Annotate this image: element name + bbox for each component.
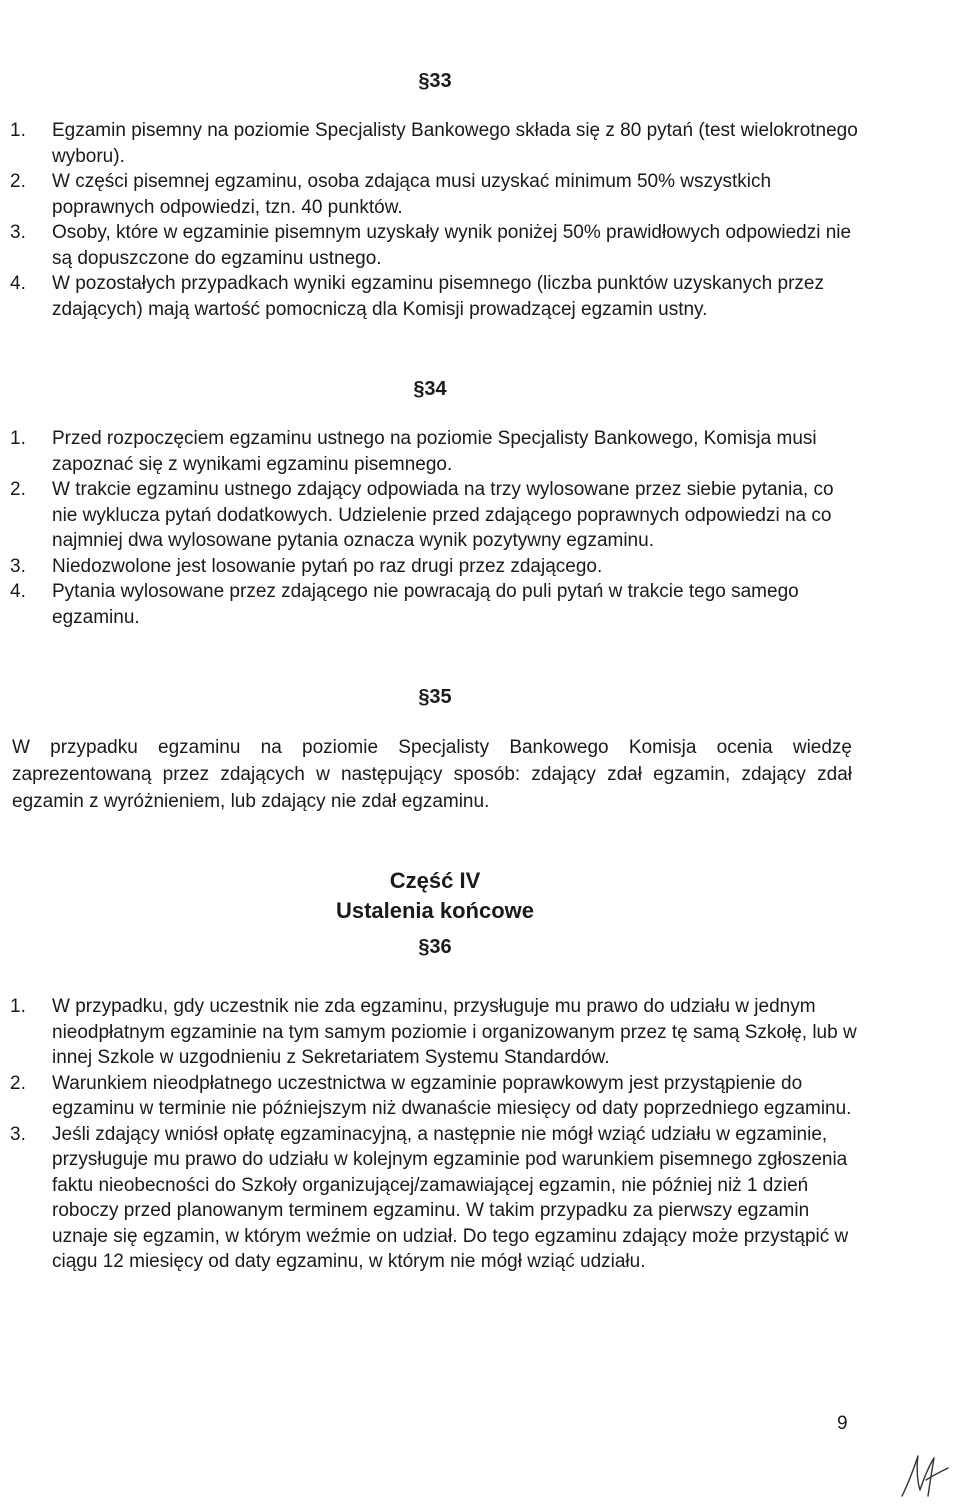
list-item: 2. Warunkiem nieodpłatnego uczestnictwa w egzaminie poprawkowym jest przystąpienie do egzaminu w terminie nie późniejszym niż dwanaście miesięcy od daty poprzedniego egzaminu. [10,1072,852,1119]
list-item: 2. W części pisemnej egzaminu, osoba zdająca musi uzyskać minimum 50% wszystkich poprawnych odpowiedzi, tzn. 40 punktów. [10,171,772,218]
list-item: 3. Niedozwolone jest losowanie pytań po raz drugi przez zdającego. [10,555,603,577]
section-heading-33: §33 [418,70,452,92]
list-item: 3. Jeśli zdający wniósł opłatę egzaminacyjną, a następnie nie mógł wziąć udziału w egzaminie, przysługuje mu prawo do udziału w kolejnym egzaminie pod warunkiem pisemnego zgłoszenia faktu nieobecności do Szkoły organizującej/zamawiającej egzamin, nie później niż 1 dzień roboczy przed planowanym terminem egzaminu. W takim przypadku za pierwszy egzamin uznaje się egzamin, w którym weźmie on udział. Do tego egzaminu zdający może przystąpić w ciągu 12 miesięcy od daty egzaminu, w którym nie mógł wziąć udziału. [10,1123,849,1272]
section-34-list [0,426,860,630]
list-item: 4. W pozostałych przypadkach wyniki egzaminu pisemnego (liczba punktów uzyskanych przez zdających) mają wartość pomocniczą dla Komisji prowadzącej egzamin ustny. [10,273,824,320]
section-heading-36: §36 [418,936,452,958]
section-35-text: W przypadku egzaminu na poziomie Specjalisty Bankowego Komisja ocenia wiedzę zaprezentowaną przez zdających w następujący sposób: zdający zdał egzamin, zdający zdał egzamin z wyróżnieniem, lub zdający nie zdał egzaminu. [12,737,852,812]
signature-icon [896,1450,952,1507]
list-item: 3. Osoby, które w egzaminie pisemnym uzyskały wynik poniżej 50% prawidłowych odpowiedzi nie są dopuszczone do egzaminu ustnego. [10,222,852,269]
list-item: 1. Egzamin pisemny na poziomie Specjalisty Bankowego składa się z 80 pytań (test wielokrotnego wyboru). [10,120,858,167]
list-item: 1. W przypadku, gdy uczestnik nie zda egzaminu, przysługuje mu prawo do udziału w jednym nieodpłatnym egzaminie na tym samym poziomie i organizowanym przez tę samą Szkołę, lub w innej Szkole w uzgodnieniu z Sekretariatem Systemu Standardów. [10,996,857,1068]
section-33-list [0,118,860,322]
part-title: Część IV [389,868,481,893]
section-heading-35: §35 [418,686,452,708]
list-item: 1. Przed rozpoczęciem egzaminu ustnego na poziomie Specjalisty Bankowego, Komisja musi zapoznać się z wynikami egzaminu pisemnego. [10,428,817,475]
list-item: 2. W trakcie egzaminu ustnego zdający odpowiada na trzy wylosowane przez siebie pytania, co nie wyklucza pytań dodatkowych. Udzielenie przed zdającego poprawnych odpowiedzi na co najmniej dwa wylosowane pytania oznacza wynik pozytywny egzaminu. [10,479,834,551]
list-item: 4. Pytania wylosowane przez zdającego nie powracają do puli pytań w trakcie tego samego egzaminu. [10,581,799,628]
section-36-list [0,994,860,1275]
page-number: 9 [837,1413,848,1434]
part-subtitle: Ustalenia końcowe [335,898,535,923]
section-heading-34: §34 [413,378,447,400]
